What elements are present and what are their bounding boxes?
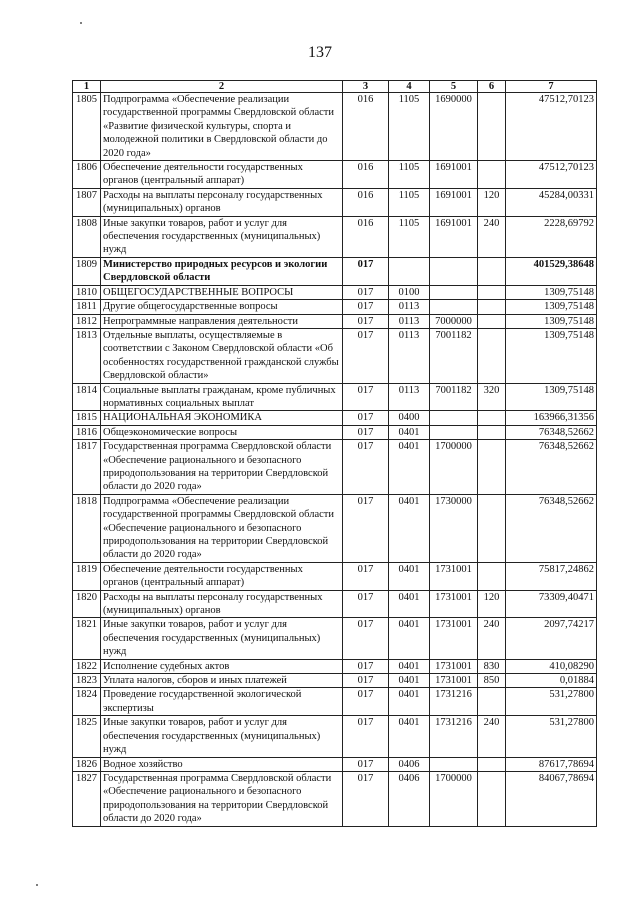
- cell-row-number: 1808: [73, 216, 101, 257]
- table-row: [73, 285, 597, 299]
- cell-target-code: [430, 300, 478, 314]
- cell-expense-type: 850: [478, 674, 506, 688]
- cell-amount: 73309,40471: [506, 590, 597, 618]
- cell-expense-type: [478, 757, 506, 771]
- cell-section-code: 0401: [389, 562, 430, 590]
- cell-department-code: 017: [343, 590, 389, 618]
- cell-amount: 1309,75148: [506, 314, 597, 328]
- cell-expense-type: [478, 161, 506, 189]
- cell-target-code: 1731216: [430, 688, 478, 716]
- table-row: [73, 216, 597, 257]
- cell-expense-type: [478, 93, 506, 161]
- cell-amount: 531,27800: [506, 688, 597, 716]
- cell-name: Иные закупки товаров, работ и услуг для обеспечения государственных (муниципальных) нужд: [101, 216, 343, 257]
- cell-name: Иные закупки товаров, работ и услуг для обеспечения государственных (муниципальных) нужд: [101, 716, 343, 757]
- header-cell-department-code: 3: [343, 81, 389, 93]
- cell-name: Водное хозяйство: [101, 757, 343, 771]
- cell-target-code: 1690000: [430, 93, 478, 161]
- cell-amount: 531,27800: [506, 716, 597, 757]
- table-row: [73, 300, 597, 314]
- cell-row-number: 1820: [73, 590, 101, 618]
- cell-amount: 1309,75148: [506, 285, 597, 299]
- cell-row-number: 1810: [73, 285, 101, 299]
- cell-expense-type: [478, 688, 506, 716]
- cell-section-code: 0401: [389, 618, 430, 659]
- cell-expense-type: 830: [478, 659, 506, 673]
- cell-department-code: 017: [343, 383, 389, 411]
- cell-section-code: 0113: [389, 383, 430, 411]
- cell-row-number: 1825: [73, 716, 101, 757]
- cell-department-code: 016: [343, 216, 389, 257]
- cell-section-code: 0113: [389, 300, 430, 314]
- cell-name: Обеспечение деятельности государственных органов (центральный аппарат): [101, 562, 343, 590]
- table-row: [73, 440, 597, 495]
- cell-row-number: 1823: [73, 674, 101, 688]
- cell-expense-type: 320: [478, 383, 506, 411]
- cell-expense-type: [478, 494, 506, 562]
- cell-section-code: 0100: [389, 285, 430, 299]
- cell-section-code: 1105: [389, 161, 430, 189]
- cell-section-code: 0401: [389, 590, 430, 618]
- cell-amount: 84067,78694: [506, 771, 597, 826]
- cell-department-code: 017: [343, 328, 389, 383]
- cell-expense-type: 240: [478, 618, 506, 659]
- cell-target-code: 1700000: [430, 771, 478, 826]
- table-row: [73, 383, 597, 411]
- cell-name: Подпрограмма «Обеспечение реализации государственной программы Свердловской области «Развитие физической культуры, спорта и молодежной политики в Свердловской области до 2020 года»: [101, 93, 343, 161]
- cell-name: Расходы на выплаты персоналу государственных (муниципальных) органов: [101, 590, 343, 618]
- cell-target-code: 1691001: [430, 216, 478, 257]
- cell-name: Социальные выплаты гражданам, кроме публичных нормативных социальных выплат: [101, 383, 343, 411]
- header-cell-target-code: 5: [430, 81, 478, 93]
- header-cell-name: 2: [101, 81, 343, 93]
- cell-target-code: [430, 757, 478, 771]
- cell-target-code: 1731001: [430, 659, 478, 673]
- cell-target-code: 1731001: [430, 590, 478, 618]
- cell-row-number: 1815: [73, 411, 101, 425]
- cell-expense-type: [478, 425, 506, 439]
- cell-amount: 45284,00331: [506, 188, 597, 216]
- cell-section-code: 0406: [389, 757, 430, 771]
- cell-amount: 76348,52662: [506, 425, 597, 439]
- cell-name: НАЦИОНАЛЬНАЯ ЭКОНОМИКА: [101, 411, 343, 425]
- table-row: [73, 688, 597, 716]
- cell-row-number: 1807: [73, 188, 101, 216]
- cell-row-number: 1818: [73, 494, 101, 562]
- cell-target-code: 1700000: [430, 440, 478, 495]
- cell-target-code: 1730000: [430, 494, 478, 562]
- cell-department-code: 017: [343, 425, 389, 439]
- cell-name: Непрограммные направления деятельности: [101, 314, 343, 328]
- cell-section-code: 0401: [389, 716, 430, 757]
- cell-target-code: 7001182: [430, 328, 478, 383]
- cell-name: Исполнение судебных актов: [101, 659, 343, 673]
- cell-name: Отдельные выплаты, осуществляемые в соответствии с Законом Свердловской области «Об особенностях государственной гражданской службы Свердловской области»: [101, 328, 343, 383]
- cell-section-code: 0400: [389, 411, 430, 425]
- cell-expense-type: 240: [478, 716, 506, 757]
- cell-target-code: [430, 411, 478, 425]
- table-row: [73, 716, 597, 757]
- cell-amount: 1309,75148: [506, 300, 597, 314]
- table-row: [73, 328, 597, 383]
- cell-row-number: 1813: [73, 328, 101, 383]
- cell-name: Иные закупки товаров, работ и услуг для обеспечения государственных (муниципальных) нужд: [101, 618, 343, 659]
- cell-section-code: [389, 257, 430, 285]
- cell-section-code: 1105: [389, 93, 430, 161]
- cell-expense-type: [478, 328, 506, 383]
- cell-name: Другие общегосударственные вопросы: [101, 300, 343, 314]
- cell-row-number: 1817: [73, 440, 101, 495]
- cell-name: Государственная программа Свердловской области «Обеспечение рационального и безопасного природопользования на территории Свердловской области до 2020 года»: [101, 440, 343, 495]
- cell-amount: 1309,75148: [506, 328, 597, 383]
- table-header-row: [73, 81, 597, 93]
- cell-department-code: 017: [343, 688, 389, 716]
- cell-name: Министерство природных ресурсов и экологии Свердловской области: [101, 257, 343, 285]
- cell-expense-type: [478, 771, 506, 826]
- cell-department-code: 017: [343, 440, 389, 495]
- cell-expense-type: [478, 440, 506, 495]
- cell-target-code: 1691001: [430, 161, 478, 189]
- cell-department-code: 017: [343, 562, 389, 590]
- cell-department-code: 017: [343, 285, 389, 299]
- cell-amount: 2228,69792: [506, 216, 597, 257]
- table-row: [73, 161, 597, 189]
- table-row: [73, 590, 597, 618]
- cell-name: ОБЩЕГОСУДАРСТВЕННЫЕ ВОПРОСЫ: [101, 285, 343, 299]
- header-cell-amount: 7: [506, 81, 597, 93]
- cell-expense-type: 240: [478, 216, 506, 257]
- table-row: [73, 411, 597, 425]
- cell-target-code: 1691001: [430, 188, 478, 216]
- cell-expense-type: [478, 285, 506, 299]
- cell-department-code: 017: [343, 257, 389, 285]
- cell-section-code: 0401: [389, 440, 430, 495]
- cell-expense-type: [478, 300, 506, 314]
- cell-amount: 47512,70123: [506, 161, 597, 189]
- cell-department-code: 017: [343, 757, 389, 771]
- page-number: 137: [308, 44, 332, 61]
- cell-expense-type: [478, 411, 506, 425]
- cell-row-number: 1814: [73, 383, 101, 411]
- table-row: [73, 93, 597, 161]
- cell-expense-type: 120: [478, 188, 506, 216]
- cell-name: Обеспечение деятельности государственных органов (центральный аппарат): [101, 161, 343, 189]
- cell-amount: 0,01884: [506, 674, 597, 688]
- cell-name: Государственная программа Свердловской области «Обеспечение рационального и безопасного природопользования на территории Свердловской области до 2020 года»: [101, 771, 343, 826]
- cell-target-code: 1731001: [430, 618, 478, 659]
- table-row: [73, 494, 597, 562]
- cell-amount: 87617,78694: [506, 757, 597, 771]
- cell-amount: 76348,52662: [506, 440, 597, 495]
- cell-department-code: 016: [343, 161, 389, 189]
- cell-amount: 2097,74217: [506, 618, 597, 659]
- cell-expense-type: 120: [478, 590, 506, 618]
- cell-target-code: 1731001: [430, 674, 478, 688]
- cell-amount: 75817,24862: [506, 562, 597, 590]
- cell-row-number: 1827: [73, 771, 101, 826]
- cell-row-number: 1826: [73, 757, 101, 771]
- cell-name: Уплата налогов, сборов и иных платежей: [101, 674, 343, 688]
- cell-department-code: 017: [343, 494, 389, 562]
- table-row: [73, 188, 597, 216]
- cell-amount: 76348,52662: [506, 494, 597, 562]
- cell-section-code: 1105: [389, 216, 430, 257]
- cell-department-code: 017: [343, 618, 389, 659]
- cell-row-number: 1805: [73, 93, 101, 161]
- cell-target-code: 7000000: [430, 314, 478, 328]
- table-row: [73, 771, 597, 826]
- cell-target-code: 1731001: [430, 562, 478, 590]
- cell-expense-type: [478, 562, 506, 590]
- table-row: [73, 257, 597, 285]
- cell-section-code: 0401: [389, 494, 430, 562]
- cell-amount: 47512,70123: [506, 93, 597, 161]
- cell-row-number: 1824: [73, 688, 101, 716]
- cell-expense-type: [478, 257, 506, 285]
- table-row: [73, 425, 597, 439]
- cell-section-code: 0401: [389, 425, 430, 439]
- cell-row-number: 1809: [73, 257, 101, 285]
- cell-department-code: 017: [343, 411, 389, 425]
- cell-section-code: 0401: [389, 659, 430, 673]
- cell-name: Расходы на выплаты персоналу государственных (муниципальных) органов: [101, 188, 343, 216]
- table-row: [73, 659, 597, 673]
- cell-section-code: 0113: [389, 314, 430, 328]
- table-row: [73, 562, 597, 590]
- cell-amount: 401529,38648: [506, 257, 597, 285]
- cell-section-code: 0401: [389, 674, 430, 688]
- cell-row-number: 1821: [73, 618, 101, 659]
- cell-department-code: 016: [343, 93, 389, 161]
- cell-target-code: [430, 425, 478, 439]
- cell-target-code: [430, 285, 478, 299]
- cell-department-code: 017: [343, 674, 389, 688]
- header-cell-row-number: 1: [73, 81, 101, 93]
- cell-section-code: 1105: [389, 188, 430, 216]
- cell-name: Подпрограмма «Обеспечение реализации государственной программы Свердловской области «Обеспечение рационального и безопасного природопользования на территории Свердловской области до 2020 года»: [101, 494, 343, 562]
- cell-section-code: 0406: [389, 771, 430, 826]
- cell-target-code: 7001182: [430, 383, 478, 411]
- table-body: [73, 93, 597, 827]
- cell-name: Проведение государственной экологической экспертизы: [101, 688, 343, 716]
- cell-row-number: 1819: [73, 562, 101, 590]
- cell-target-code: 1731216: [430, 716, 478, 757]
- cell-amount: 163966,31356: [506, 411, 597, 425]
- table-row: [73, 757, 597, 771]
- budget-table: [72, 80, 597, 827]
- table-row: [73, 618, 597, 659]
- cell-department-code: 017: [343, 771, 389, 826]
- cell-row-number: 1816: [73, 425, 101, 439]
- cell-target-code: [430, 257, 478, 285]
- cell-department-code: 017: [343, 659, 389, 673]
- cell-row-number: 1806: [73, 161, 101, 189]
- cell-department-code: 017: [343, 314, 389, 328]
- cell-department-code: 017: [343, 716, 389, 757]
- cell-row-number: 1811: [73, 300, 101, 314]
- header-cell-expense-type: 6: [478, 81, 506, 93]
- header-cell-section-code: 4: [389, 81, 430, 93]
- cell-amount: 410,08290: [506, 659, 597, 673]
- cell-amount: 1309,75148: [506, 383, 597, 411]
- scan-speck: [36, 884, 38, 886]
- cell-department-code: 016: [343, 188, 389, 216]
- cell-department-code: 017: [343, 300, 389, 314]
- cell-name: Общеэкономические вопросы: [101, 425, 343, 439]
- cell-expense-type: [478, 314, 506, 328]
- table-row: [73, 674, 597, 688]
- table-row: [73, 314, 597, 328]
- cell-row-number: 1812: [73, 314, 101, 328]
- cell-row-number: 1822: [73, 659, 101, 673]
- scan-speck: [80, 22, 82, 24]
- cell-section-code: 0113: [389, 328, 430, 383]
- cell-section-code: 0401: [389, 688, 430, 716]
